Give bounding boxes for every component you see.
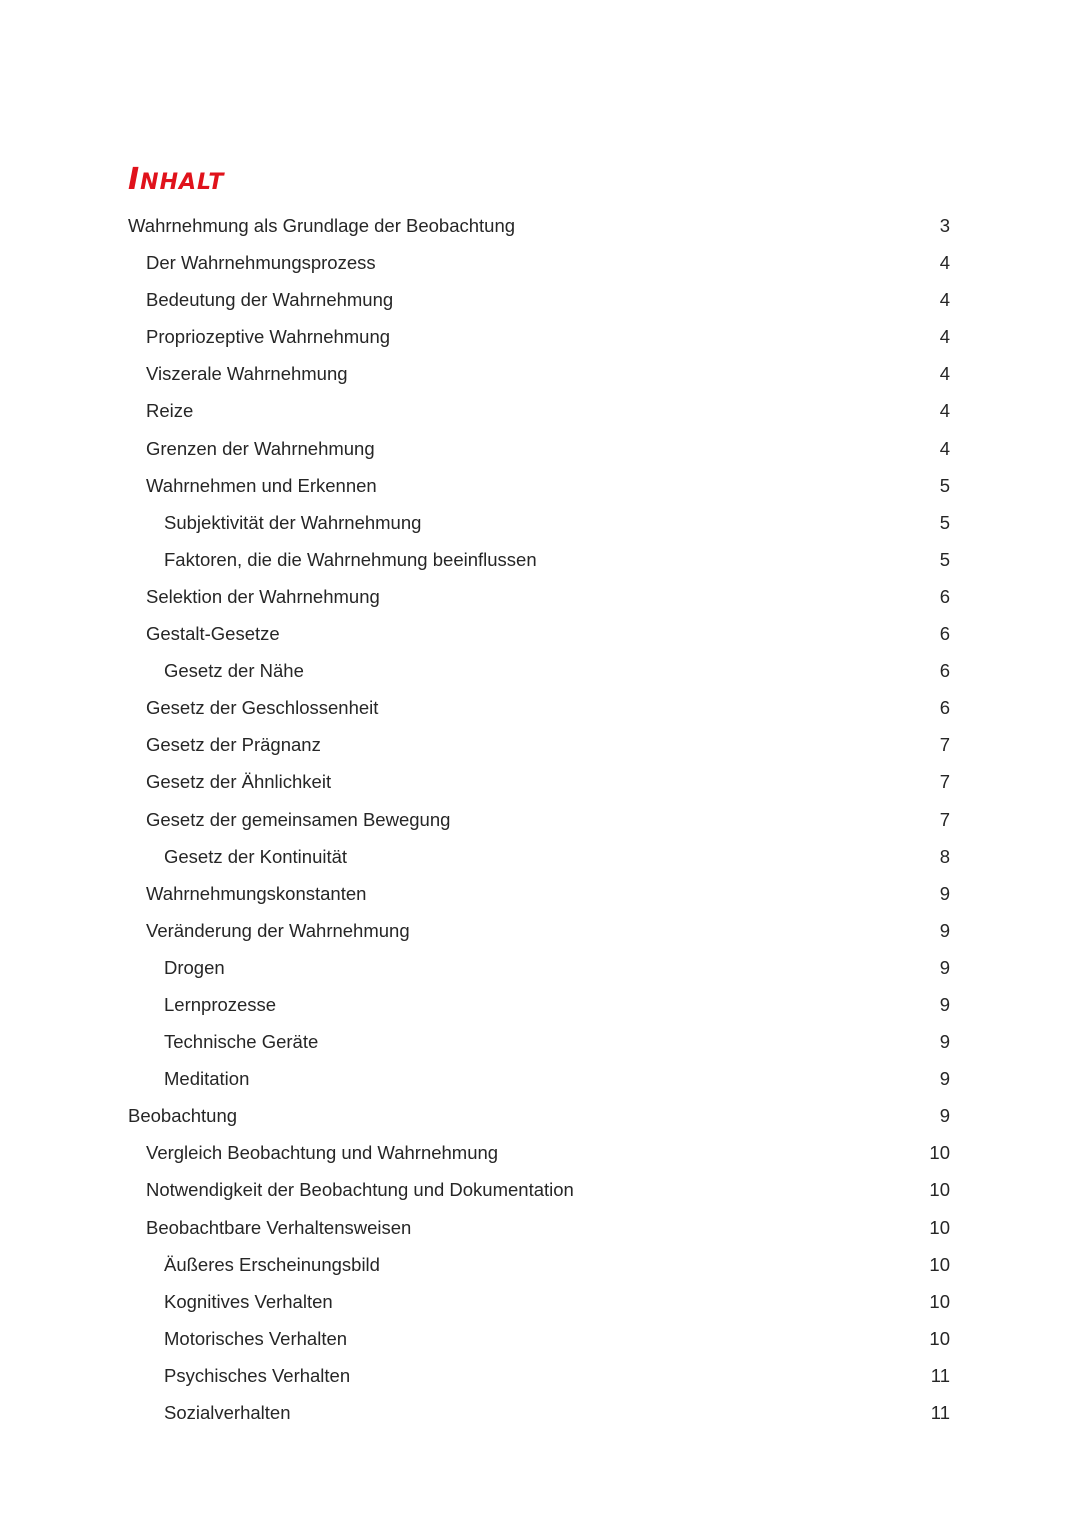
toc-heading xyxy=(128,160,224,203)
toc-entry-page-number: 9 xyxy=(939,1068,950,1090)
toc-entry-page-number: 4 xyxy=(939,252,950,274)
toc-entry[interactable] xyxy=(0,430,1080,467)
toc-entry-label: Notwendigkeit der Beobachtung und Dokumentation xyxy=(146,1179,574,1201)
toc-entry-page-number: 5 xyxy=(939,511,950,533)
toc-entry-label: Gesetz der Prägnanz xyxy=(146,734,321,756)
toc-entry[interactable] xyxy=(0,652,1080,689)
toc-entry-label: Sozialverhalten xyxy=(164,1402,291,1423)
toc-entry-page-number: 4 xyxy=(939,326,950,348)
toc-entry[interactable] xyxy=(0,801,1080,838)
toc-entry-page-number: 6 xyxy=(939,585,950,607)
toc-entry-page-number: 7 xyxy=(939,808,950,830)
toc-entry-label: Gesetz der Kontinuität xyxy=(164,845,348,867)
toc-entry-page-number: 10 xyxy=(929,1142,950,1164)
toc-entry-page-number: 10 xyxy=(929,1327,950,1349)
toc-entry-page-number: 4 xyxy=(939,400,950,422)
toc-entry[interactable] xyxy=(0,1209,1080,1246)
toc-entry-page-number: 6 xyxy=(939,623,950,645)
toc-list xyxy=(0,207,1080,1431)
toc-entry-label: Der Wahrnehmungsprozess xyxy=(146,252,376,274)
toc-entry[interactable] xyxy=(0,689,1080,726)
toc-entry[interactable] xyxy=(0,244,1080,281)
toc-entry-page-number: 3 xyxy=(939,215,950,236)
toc-entry-label: Faktoren, die die Wahrnehmung beeinflussen xyxy=(164,548,537,570)
toc-entry[interactable] xyxy=(0,1134,1080,1171)
toc-entry-page-number: 4 xyxy=(939,437,950,459)
toc-entry[interactable] xyxy=(0,1283,1080,1320)
toc-entry-label: Selektion der Wahrnehmung xyxy=(146,585,380,607)
toc-entry-label: Viszerale Wahrnehmung xyxy=(146,363,348,385)
toc-entry-label: Kognitives Verhalten xyxy=(164,1290,333,1312)
toc-entry-label: Gesetz der gemeinsamen Bewegung xyxy=(146,808,451,830)
toc-entry-label: Vergleich Beobachtung und Wahrnehmung xyxy=(146,1142,499,1164)
toc-entry-page-number: 10 xyxy=(929,1179,950,1201)
toc-entry-label: Motorisches Verhalten xyxy=(164,1327,348,1349)
toc-entry-page-number: 7 xyxy=(939,734,950,756)
toc-entry-label: Propriozeptive Wahrnehmung xyxy=(146,326,391,348)
toc-heading-rest: NHALT xyxy=(140,170,225,195)
toc-entry[interactable] xyxy=(0,1246,1080,1283)
toc-entry-page-number: 10 xyxy=(929,1216,950,1238)
toc-entry-page-number: 11 xyxy=(930,1402,950,1423)
toc-entry-page-number: 9 xyxy=(939,993,950,1015)
toc-heading-initial: I xyxy=(128,162,141,197)
toc-entry-page-number: 4 xyxy=(939,363,950,385)
toc-entry[interactable] xyxy=(0,541,1080,578)
toc-entry-page-number: 9 xyxy=(939,882,950,904)
toc-entry[interactable] xyxy=(0,392,1080,429)
toc-entry-page-number: 8 xyxy=(939,845,950,867)
toc-entry-page-number: 9 xyxy=(939,919,950,941)
toc-entry-page-number: 11 xyxy=(930,1364,950,1386)
toc-entry-label: Reize xyxy=(146,400,194,422)
toc-entry-label: Beobachtbare Verhaltensweisen xyxy=(146,1216,412,1238)
toc-entry-label: Gestalt-Gesetze xyxy=(146,623,280,645)
toc-entry[interactable] xyxy=(0,838,1080,875)
toc-entry-label: Wahrnehmen und Erkennen xyxy=(146,474,377,496)
toc-entry[interactable] xyxy=(0,355,1080,392)
toc-entry[interactable] xyxy=(0,281,1080,318)
toc-entry-label: Veränderung der Wahrnehmung xyxy=(146,919,410,941)
toc-entry-page-number: 10 xyxy=(929,1290,950,1312)
toc-entry-page-number: 10 xyxy=(929,1253,950,1275)
toc-entry-label: Wahrnehmungskonstanten xyxy=(146,882,367,904)
toc-entry-label: Gesetz der Geschlossenheit xyxy=(146,697,379,719)
toc-entry[interactable] xyxy=(0,207,1080,244)
toc-entry[interactable] xyxy=(0,578,1080,615)
toc-entry-label: Gesetz der Ähnlichkeit xyxy=(146,771,332,793)
toc-entry[interactable] xyxy=(0,1023,1080,1060)
toc-entry-label: Technische Geräte xyxy=(164,1031,319,1053)
toc-entry[interactable] xyxy=(0,726,1080,763)
toc-entry-page-number: 9 xyxy=(939,1105,950,1127)
toc-entry-page-number: 7 xyxy=(939,771,950,793)
toc-entry-page-number: 6 xyxy=(939,697,950,719)
toc-entry-page-number: 9 xyxy=(939,956,950,978)
toc-entry[interactable] xyxy=(0,1320,1080,1357)
toc-entry-label: Drogen xyxy=(164,956,225,978)
toc-entry[interactable] xyxy=(0,912,1080,949)
toc-entry[interactable] xyxy=(0,1060,1080,1097)
toc-entry-label: Gesetz der Nähe xyxy=(164,660,304,682)
toc-entry-page-number: 6 xyxy=(939,660,950,682)
toc-entry-label: Wahrnehmung als Grundlage der Beobachtung xyxy=(128,215,516,236)
toc-entry[interactable] xyxy=(0,504,1080,541)
toc-entry[interactable] xyxy=(0,949,1080,986)
toc-entry[interactable] xyxy=(0,615,1080,652)
toc-entry[interactable] xyxy=(0,875,1080,912)
toc-entry[interactable] xyxy=(0,318,1080,355)
toc-entry-label: Bedeutung der Wahrnehmung xyxy=(146,289,394,311)
toc-entry-label: Beobachtung xyxy=(128,1105,238,1127)
toc-entry-label: Meditation xyxy=(164,1068,250,1090)
toc-entry-page-number: 5 xyxy=(939,548,950,570)
toc-entry-label: Subjektivität der Wahrnehmung xyxy=(164,511,422,533)
toc-entry-label: Lernprozesse xyxy=(164,993,277,1015)
toc-entry-page-number: 5 xyxy=(939,474,950,496)
toc-entry-page-number: 9 xyxy=(939,1031,950,1053)
toc-entry[interactable] xyxy=(0,763,1080,800)
toc-entry[interactable] xyxy=(0,1357,1080,1394)
toc-entry-label: Grenzen der Wahrnehmung xyxy=(146,437,375,459)
toc-entry[interactable] xyxy=(0,467,1080,504)
toc-entry-label: Psychisches Verhalten xyxy=(164,1364,351,1386)
toc-entry-label: Äußeres Erscheinungsbild xyxy=(164,1253,380,1275)
toc-entry-page-number: 4 xyxy=(939,289,950,311)
toc-entry[interactable] xyxy=(0,1097,1080,1134)
toc-entry[interactable] xyxy=(0,1171,1080,1208)
toc-entry[interactable] xyxy=(0,1394,1080,1431)
toc-entry[interactable] xyxy=(0,986,1080,1023)
